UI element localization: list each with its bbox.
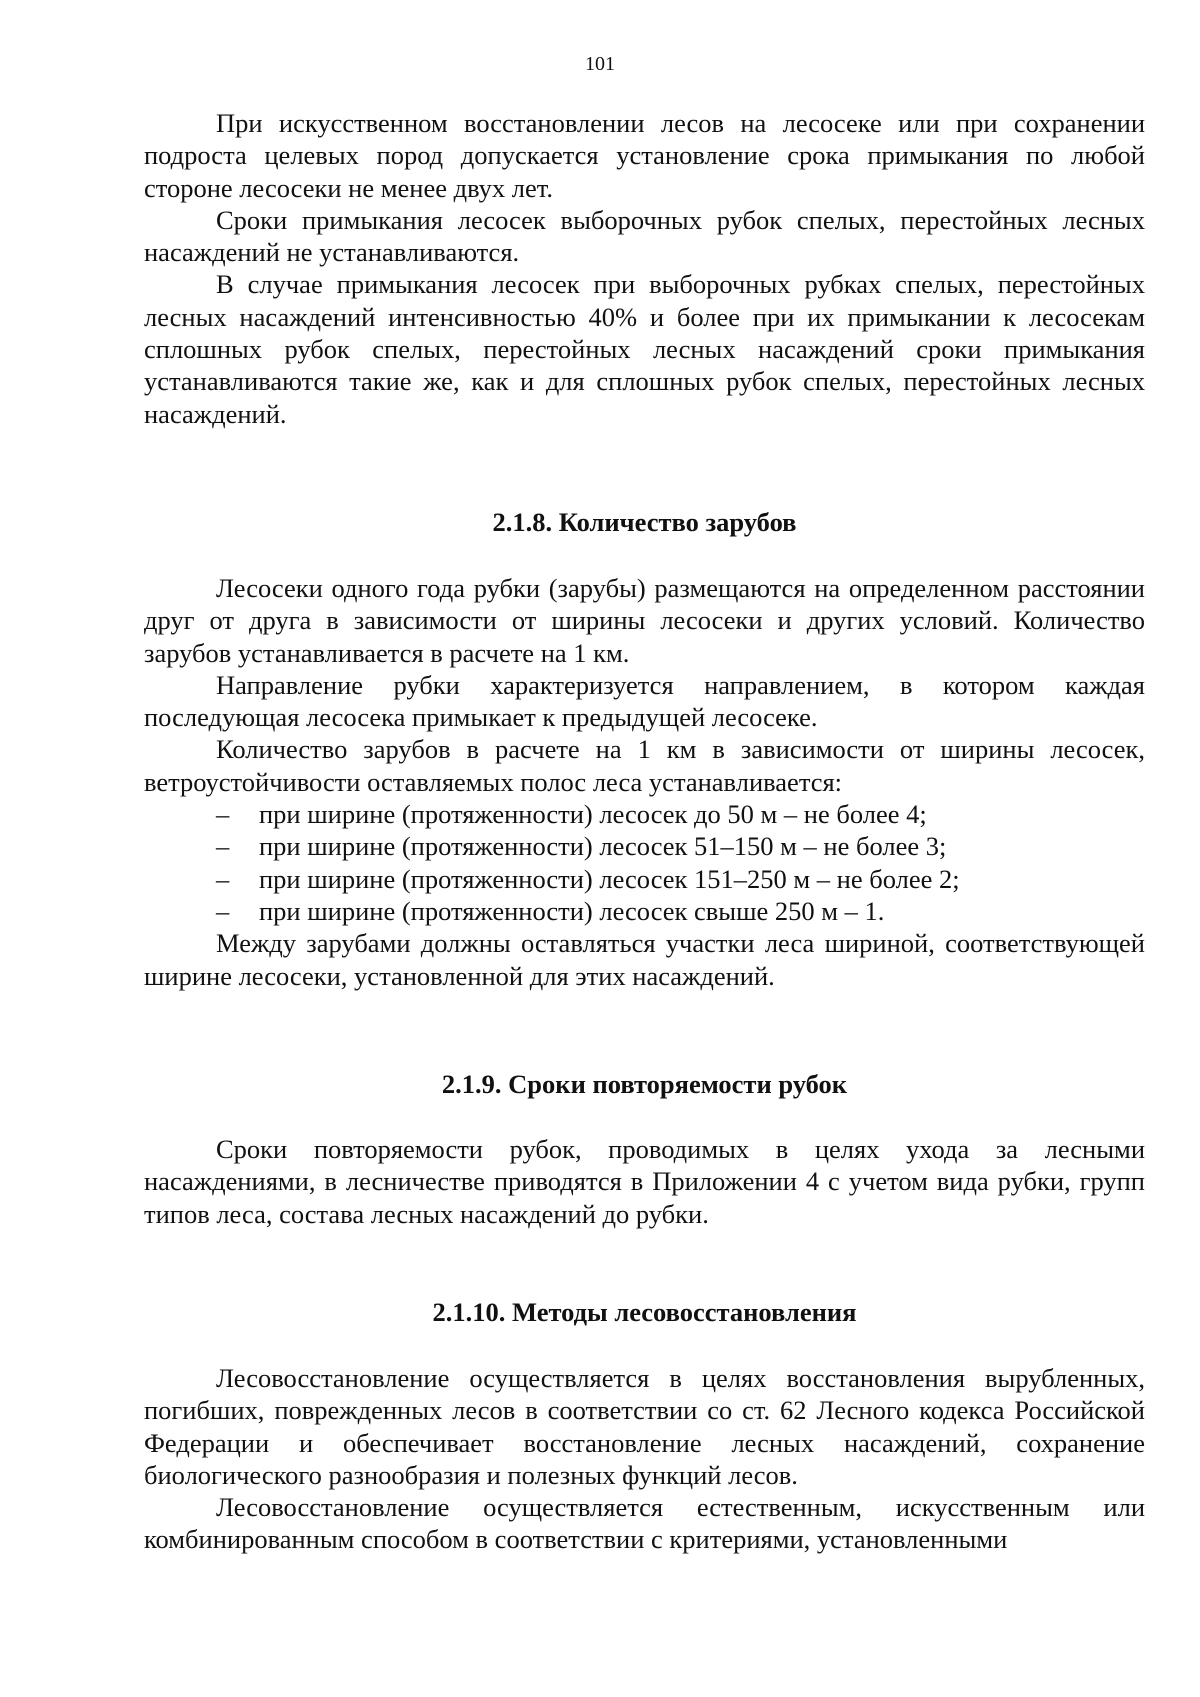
width-limits-list <box>144 798 1145 927</box>
section-heading-2-1-8: 2.1.8. Количество зарубов <box>492 507 797 537</box>
list-dash-marker: – <box>216 799 230 830</box>
section-2-1-9-body <box>144 1133 1145 1230</box>
section-heading-2-1-10: 2.1.10. Методы лесовосстановления <box>432 1297 857 1327</box>
section-2-1-10-body <box>144 1362 1145 1556</box>
list-item <box>144 863 1145 895</box>
paragraph: Лесовосстановление осуществляется в целях восстановления вырубленных, погибших, поврежденных лесов в соответствии со ст. 62 Лесного кодекса Российской Федерации и обеспечивает восстановление лесных насаждений, сохранение биологического разнообразия и полезных функций лесов. <box>144 1363 1145 1490</box>
paragraph: В случае примыкания лесосек при выборочных рубках спелых, перестойных лесных насаждений интенсивностью 40% и более при их примыкании к лесосекам сплошных рубок спелых, перестойных лесных насаждений сроки примыкания устанавливаются такие же, как и для сплошных рубок спелых, перестойных лесных насаждений. <box>144 269 1145 429</box>
paragraph: При искусственном восстановлении лесов на лесосеке или при сохранении подроста целевых пород допускается установление срока примыкания по любой стороне лесосеки не менее двух лет. <box>144 108 1145 203</box>
page-number: 101 <box>585 53 615 75</box>
paragraph: Сроки повторяемости рубок, проводимых в целях ухода за лесными насаждениями, в лесничестве приводятся в Приложении 4 с учетом вида рубки, групп типов леса, состава лесных насаждений до рубки. <box>144 1134 1145 1229</box>
list-item <box>144 830 1145 862</box>
paragraph: Направление рубки характеризуется направлением, в котором каждая последующая лесосека примыкает к предыдущей лесосеке. <box>144 669 1145 733</box>
intro-text-block <box>144 107 1145 430</box>
paragraph: Лесосеки одного года рубки (зарубы) размещаются на определенном расстоянии друг от друга в зависимости от ширины лесосеки и других условий. Количество зарубов устанавливается в расчете на 1 км. <box>144 573 1145 668</box>
list-item-text: при ширине (протяженности) лесосек свыше 250 м – 1. <box>259 895 885 926</box>
paragraph: Количество зарубов в расчете на 1 км в зависимости от ширины лесосек, ветроустойчивости оставляемых полос леса устанавливается: <box>144 734 1145 797</box>
list-dash-marker: – <box>216 831 230 862</box>
list-dash-marker: – <box>216 863 230 894</box>
list-item <box>144 895 1145 927</box>
list-item-text: при ширине (протяженности) лесосек до 50 м – не более 4; <box>259 799 927 830</box>
list-dash-marker: – <box>216 895 230 926</box>
paragraph: Сроки примыкания лесосек выборочных рубок спелых, перестойных лесных насаждений не устанавливаются. <box>144 204 1145 268</box>
section-heading-2-1-9: 2.1.9. Сроки повторяемости рубок <box>441 1069 848 1099</box>
section-2-1-8-body <box>144 572 1145 992</box>
paragraph: Между зарубами должны оставляться участки леса шириной, соответствующей ширине лесосеки, установленной для этих насаждений. <box>144 928 1145 991</box>
list-item-text: при ширине (протяженности) лесосек 151–250 м – не более 2; <box>259 863 960 894</box>
list-item-text: при ширине (протяженности) лесосек 51–150 м – не более 3; <box>259 831 947 862</box>
list-item <box>144 798 1145 830</box>
paragraph: Лесовосстановление осуществляется естественным, искусственным или комбинированным способом в соответствии с критериями, установленными <box>144 1492 1145 1555</box>
